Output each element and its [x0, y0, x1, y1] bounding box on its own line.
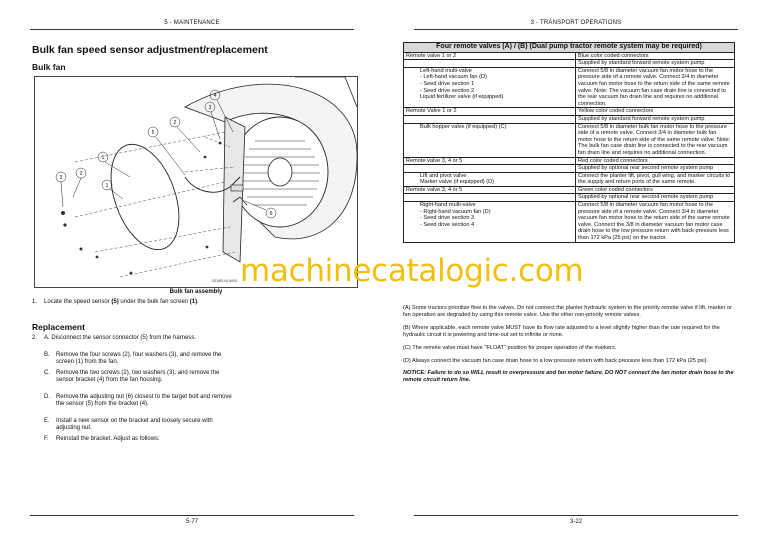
step-2b-letter: B. — [44, 352, 50, 358]
valve-line: - Seed drive section 3 — [420, 215, 475, 222]
valve-line: - Seed drive section 4 — [420, 221, 475, 228]
table-cell-connection: Green color coded connectors — [578, 186, 653, 193]
table-row — [404, 60, 734, 68]
step-1-text-b: under the bulk fan screen — [118, 299, 190, 305]
step-2f-text: Reinstall the bracket. Adjust as follows: — [56, 436, 160, 442]
step-1-ref-b: (1) — [189, 299, 198, 305]
valve-line: Lift and pivot valve — [420, 172, 467, 179]
table-cell-connection: Connect 5/8 in diameter vacuum fan motor hose to the pressure side of a remote valve. Connect 3/4 in diameter vacuum fan motor hose to the return side of the same remote valve. Note: The vacuum fan case drain line is connected to the rear vacuum fan drain line and requires no additional connection. — [578, 67, 730, 107]
table-cell-valve — [404, 60, 576, 67]
table-row — [404, 202, 734, 242]
step-1-ref-a: (5) — [111, 299, 119, 305]
table-cell-valve — [404, 194, 576, 201]
right-page-number: 3-22 — [414, 515, 738, 525]
note-d: (D) Always connect the vacuum fan case drain hose to a low pressure return with back pressure less than 172 kPa (25 psi). — [403, 357, 709, 364]
table-body — [404, 53, 734, 242]
table-cell-connection: Connect 5/8 in diameter bulk fan motor hose to the pressure side of a remote valve. Connect 3/4 in diameter bulk fan motor hose to the return side of the same remote valve. Note: The bulk fan case drain line is connected to the rear vacuum fan drain line and requires no additional connection. — [578, 123, 731, 156]
step-2-number: 2. — [32, 335, 38, 341]
table-cell-connection: Supplied by standard forward remote system pump — [578, 60, 705, 67]
step-2a-text: A. Disconnect the sensor connector (5) from the harness. — [44, 335, 197, 341]
subsection-title: Bulk fan — [32, 62, 66, 72]
valve-line: Marker valve (if equipped) (D) — [420, 179, 494, 186]
valve-line: Bulk hopper valve (if equipped) (C) — [420, 123, 507, 130]
left-page-header: 5 - MAINTENANCE — [30, 20, 354, 30]
step-2c-letter: C. — [44, 370, 50, 376]
step-2d — [44, 394, 232, 409]
callout-2-left: 2 — [79, 171, 83, 177]
step-1 — [32, 299, 212, 306]
table-cell-valve: Remote valve 1 or 2 — [404, 53, 576, 60]
step-2e-text: Install a new sensor on the bracket and loosely secure with adjusting nut. — [56, 418, 213, 432]
right-page-header: 3 - TRANSPORT OPERATIONS — [414, 20, 738, 30]
table-row — [404, 158, 734, 166]
table-cell-connection: Supplied by optional rear second remote system pump — [578, 165, 714, 172]
step-2f — [44, 436, 232, 443]
table-title: Four remote valves (A) / (B) (Dual pump tractor remote system may be required) — [404, 43, 734, 53]
watermark-text: machinecatalogic.com — [240, 253, 584, 289]
table-cell-valve — [404, 68, 576, 108]
callout-1-top: 1 — [101, 155, 105, 161]
step-2b-text: Remove the four screws (2), four washers (3), and remove the screen (1) from the fan. — [56, 352, 222, 366]
remote-valves-table — [403, 42, 735, 243]
table-cell-valve: Remote valve 3, 4 or 5 — [404, 158, 576, 165]
table-cell-valve — [404, 124, 576, 157]
table-cell-valve: Remote valve 3, 4 or 5 — [404, 187, 576, 194]
valve-line: - Left-hand vacuum fan (D) — [420, 74, 487, 81]
table-cell-valve — [404, 165, 576, 172]
table-cell-connection: Yellow color coded connectors — [578, 108, 654, 115]
table-row — [404, 187, 734, 195]
table-row — [404, 68, 734, 109]
table-cell-connection: Connect the planter lift, pivot, gull wing, and marker circuits to the supply and return ports of the same remote. — [578, 172, 731, 186]
step-1-text-a: Locate the speed sensor — [44, 299, 112, 305]
table-cell-valve — [404, 202, 576, 242]
callout-5: 5 — [151, 130, 155, 136]
callout-3-top: 3 — [208, 105, 212, 111]
replacement-title: Replacement — [32, 322, 85, 332]
left-page-number: 5-77 — [30, 515, 354, 525]
step-2b — [44, 352, 232, 367]
callout-4: 4 — [213, 93, 217, 99]
table-row — [404, 116, 734, 124]
step-2c-text: Remove the two screws (2), two washers (3), and remove the sensor bracket (4) from the fan housing. — [56, 370, 220, 384]
table-row — [404, 173, 734, 187]
figure-caption: Bulk fan assembly — [169, 289, 223, 295]
step-2c — [44, 370, 232, 385]
table-cell-valve — [404, 116, 576, 123]
step-2e-letter: E. — [44, 418, 50, 424]
step-1-text — [44, 299, 212, 306]
valve-line: - Seed drive section 2 — [420, 87, 475, 94]
step-1-text-c: . — [197, 299, 199, 305]
note-a: (A) Some tractors prioritize flow to the valves. Do not connect the planter hydraulic system to the priority remote valve if lift, marker or fan operation are degraded by using this remote valve. Use the other non-priority remote valves. — [403, 305, 732, 318]
table-cell-valve: Remote Valve 1 or 2 — [404, 108, 576, 115]
table-cell-connection: Connect 5/8 in diameter vacuum fan motor hose to the pressure side of a remote valve. Connect 3/4 in diameter vacuum fan motor hose to the return side of the same remote valve. Connect the 3/8 in diameter vacuum fan motor case drain hose to the low pressure return with back pressure less than 172 kPa (25 psi) on the tractor. — [578, 202, 730, 242]
table-cell-connection: Supplied by standard forward remote system pump — [578, 115, 705, 122]
table-row — [404, 53, 734, 61]
valve-line: - Right-hand vacuum fan (D) — [420, 208, 491, 215]
callout-6: 6 — [269, 211, 273, 217]
callout-3-left: 3 — [59, 175, 63, 181]
note-c: (C) The remote valve must have "FLOAT" position for proper operation of the markers. — [403, 344, 617, 351]
table-cell-connection: Blue color coded connectors — [578, 52, 649, 59]
table-row — [404, 194, 734, 202]
step-2d-letter: D. — [44, 394, 50, 400]
callout-1-left: 1 — [105, 183, 109, 189]
valve-line: - Seed drive section 1 — [420, 80, 475, 87]
step-2f-letter: F. — [44, 436, 49, 442]
note-b: (B) Where applicable, each remote valve MUST have its flow rate adjusted to a level slightly higher than the rate required for the hydraulic circuit it is powering and time-out set to infinite or none. — [403, 324, 720, 338]
step-1-number: 1. — [32, 299, 38, 305]
figure-code: SS16PLNLA005 — [211, 279, 237, 283]
table-row — [404, 124, 734, 158]
step-2e — [44, 418, 232, 433]
valve-line: Left-hand multi-valve — [420, 67, 472, 74]
table-notes — [403, 305, 735, 390]
table-row — [404, 165, 734, 173]
callout-2-top: 2 — [173, 120, 177, 126]
step-2a — [32, 335, 232, 342]
table-cell-connection: Supplied by optional rear second remote system pump — [578, 194, 714, 201]
table-cell-connection: Red color coded connectors — [578, 157, 648, 164]
notice: NOTICE: Failure to do so WILL result in overpressure and fan motor failure. DO NOT connect the fan motor drain hose to the remote circuit return line. — [403, 370, 734, 384]
valve-line: Liquid fertilizer valve (if equipped) — [420, 94, 504, 101]
valve-line: Right-hand multi-valve — [420, 202, 476, 209]
table-cell-valve — [404, 173, 576, 186]
step-2d-text: Remove the adjusting nut (6) closest to the target bolt and remove the sensor (5) from the bracket (4). — [56, 394, 232, 408]
section-title: Bulk fan speed sensor adjustment/replacement — [32, 44, 268, 56]
table-row — [404, 108, 734, 116]
